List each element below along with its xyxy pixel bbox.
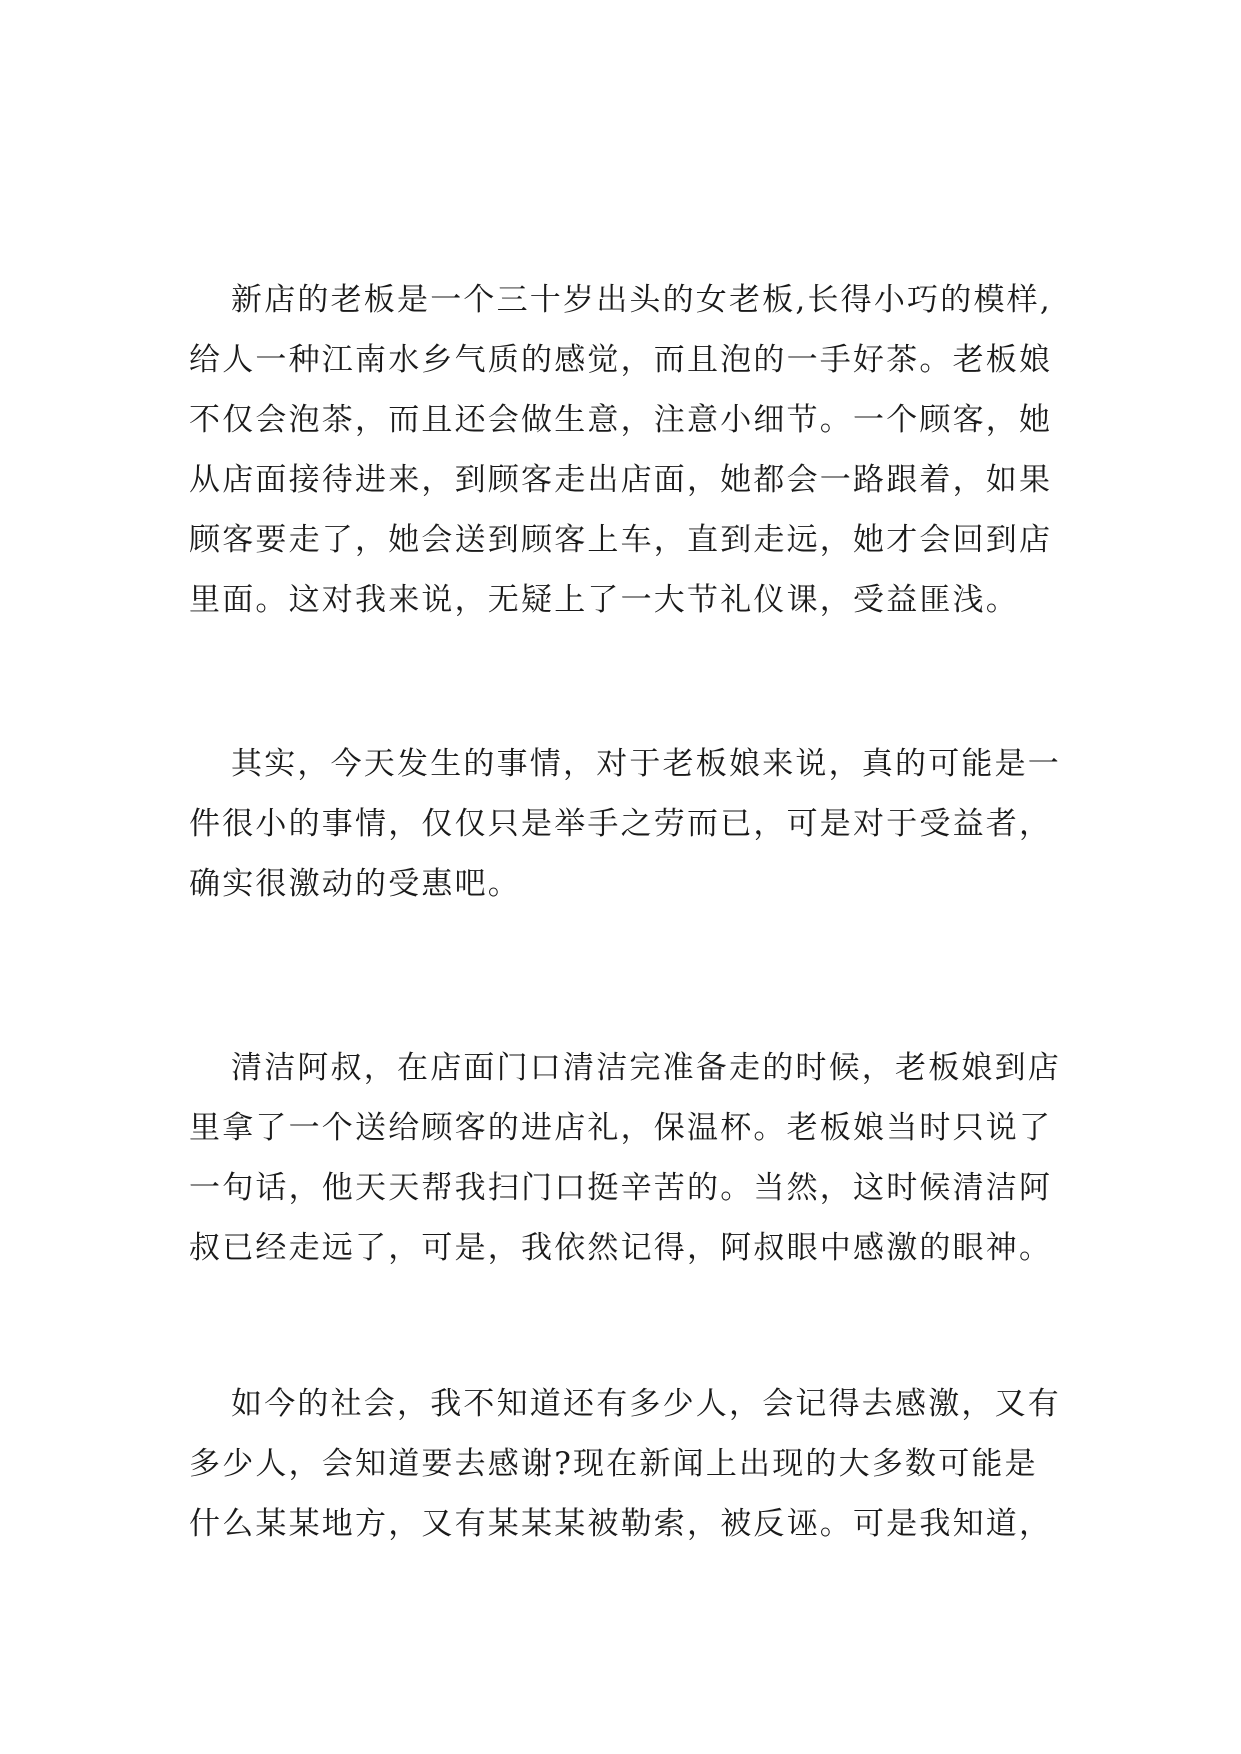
paragraph-line: 其实，今天发生的事情，对于老板娘来说，真的可能是一 — [231, 746, 1061, 782]
paragraph-line: 里拿了一个送给顾客的进店礼，保温杯。老板娘当时只说了 — [189, 1110, 1053, 1146]
paragraph-line: 叔已经走远了，可是，我依然记得，阿叔眼中感激的眼神。 — [189, 1230, 1053, 1266]
paragraph-line: 里面。这对我来说，无疑上了一大节礼仪课，受益匪浅。 — [189, 582, 1019, 618]
paragraph-line: 如今的社会，我不知道还有多少人，会记得去感激，又有 — [231, 1386, 1061, 1422]
paragraph-2 — [189, 734, 1089, 914]
paragraph-line: 件很小的事情，仅仅只是举手之劳而已，可是对于受益者， — [189, 806, 1053, 842]
paragraph-line: 不仅会泡茶，而且还会做生意，注意小细节。一个顾客，她 — [189, 402, 1053, 438]
paragraph-1 — [189, 270, 1089, 630]
paragraph-4 — [189, 1374, 1089, 1554]
paragraph-line: 给人一种江南水乡气质的感觉，而且泡的一手好茶。老板娘 — [189, 342, 1053, 378]
paragraph-line: 什么某某地方，又有某某某被勒索，被反诬。可是我知道， — [189, 1506, 1053, 1542]
paragraph-line: 一句话，他天天帮我扫门口挺辛苦的。当然，这时候清洁阿 — [189, 1170, 1053, 1206]
paragraph-line: 新店的老板是一个三十岁出头的女老板,长得小巧的模样, — [231, 282, 1052, 318]
paragraph-line: 清洁阿叔，在店面门口清洁完准备走的时候，老板娘到店 — [231, 1050, 1061, 1086]
paragraph-3 — [189, 1038, 1089, 1278]
paragraph-line: 顾客要走了，她会送到顾客上车，直到走远，她才会回到店 — [189, 522, 1053, 558]
paragraph-line: 从店面接待进来，到顾客走出店面，她都会一路跟着，如果 — [189, 462, 1053, 498]
paragraph-line: 多少人，会知道要去感谢?现在新闻上出现的大多数可能是 — [189, 1446, 1038, 1482]
paragraph-line: 确实很激动的受惠吧。 — [189, 866, 521, 902]
